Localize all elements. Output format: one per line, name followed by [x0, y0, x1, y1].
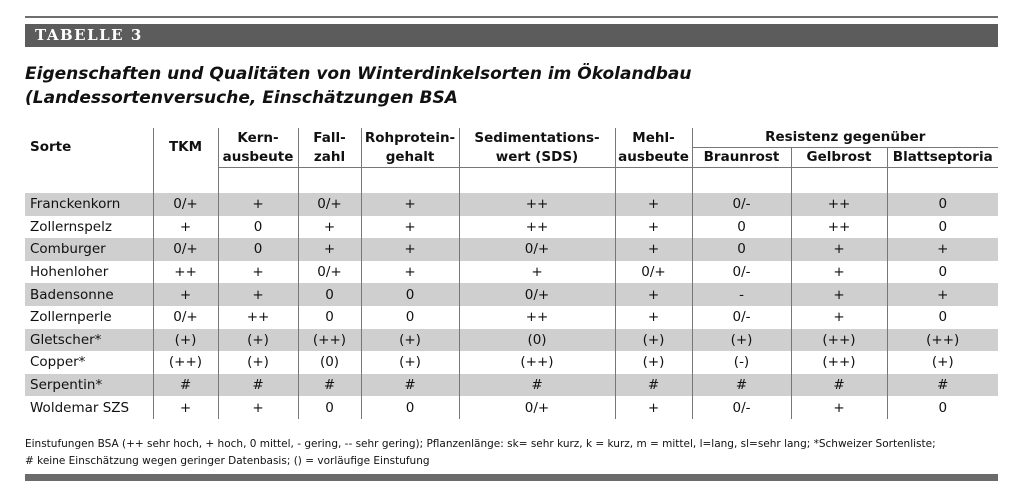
cell-fallzahl: 0/+ — [298, 261, 361, 284]
table-row — [25, 351, 998, 374]
cell-rohproteingehalt: + — [361, 216, 459, 239]
header-kern-2: ausbeute — [218, 148, 298, 168]
cell-gelbrost: ++ — [791, 193, 887, 216]
cell-blattseptoria: + — [887, 238, 998, 261]
cell-sedimentationswert: (0) — [459, 329, 615, 352]
table-row — [25, 396, 998, 419]
header-tkm: TKM — [153, 128, 218, 168]
cell-sedimentationswert: ++ — [459, 216, 615, 239]
cell-sorte: Serpentin* — [25, 374, 153, 397]
table-row — [25, 283, 998, 306]
cell-sedimentationswert: # — [459, 374, 615, 397]
cell-mehlausbeute: (+) — [615, 351, 692, 374]
cell-sorte: Woldemar SZS — [30, 399, 130, 416]
table-caption — [25, 62, 985, 110]
cell-rohproteingehalt: + — [361, 261, 459, 284]
header-mehl-1: Mehl- — [615, 128, 692, 148]
cell-rohproteingehalt: 0 — [361, 283, 459, 306]
cell-blattseptoria: + — [887, 283, 998, 306]
cell-kernausbeute: 0 — [218, 216, 298, 239]
cell-tkm: + — [153, 396, 218, 419]
cell-blattseptoria: 0 — [887, 396, 998, 419]
header-blattseptoria: Blattseptoria — [887, 148, 998, 168]
cell-gelbrost: + — [791, 238, 887, 261]
cell-fallzahl: + — [298, 238, 361, 261]
caption-line-1: Eigenschaften und Qualitäten von Winterdinkelsorten im Ökolandbau — [25, 64, 692, 84]
cell-kernausbeute: 0 — [218, 238, 298, 261]
table-row — [25, 238, 998, 261]
cell-sedimentationswert: ++ — [459, 306, 615, 329]
cell-fallzahl: 0/+ — [298, 193, 361, 216]
cell-sorte: Badensonne — [25, 283, 153, 306]
cell-fallzahl: (++) — [298, 329, 361, 352]
cell-kernausbeute: + — [218, 396, 298, 419]
header-row-1 — [25, 128, 998, 148]
cell-mehlausbeute: + — [615, 238, 692, 261]
cell-fallzahl: # — [298, 374, 361, 397]
cell-tkm: + — [153, 216, 218, 239]
cell-tkm: (+) — [153, 329, 218, 352]
table-row — [25, 216, 998, 239]
top-rule — [25, 16, 998, 18]
cell-rohproteingehalt: 0 — [361, 306, 459, 329]
cell-fallzahl: 0 — [298, 306, 361, 329]
cell-blattseptoria: 0 — [887, 261, 998, 284]
cell-fallzahl: (0) — [298, 351, 361, 374]
cell-braunrost: 0/- — [692, 261, 791, 284]
header-fall-1: Fall- — [298, 128, 361, 148]
cell-gelbrost: (++) — [791, 329, 887, 352]
cell-mehlausbeute: (+) — [615, 329, 692, 352]
cell-rohproteingehalt: (+) — [361, 329, 459, 352]
cell-sedimentationswert: ++ — [459, 193, 615, 216]
cell-tkm: # — [153, 374, 218, 397]
cell-fallzahl: + — [298, 216, 361, 239]
cell-gelbrost: (++) — [791, 351, 887, 374]
cell-braunrost: (+) — [692, 329, 791, 352]
header-mehl-2: ausbeute — [615, 148, 692, 168]
cell-sorte: Zollernperle — [30, 309, 112, 326]
cell-braunrost: 0 — [692, 238, 791, 261]
cell-sedimentationswert: (++) — [459, 351, 615, 374]
cell-tkm: 0/+ — [153, 306, 218, 329]
cell-sorte: Copper* — [30, 354, 86, 371]
cell-braunrost: 0 — [692, 216, 791, 239]
spacer-row — [25, 168, 998, 194]
cell-kernausbeute: ++ — [218, 306, 298, 329]
header-sediment-1: Sedimentations- — [459, 128, 615, 148]
cell-gelbrost: + — [791, 306, 887, 329]
header-rohprotein-2: gehalt — [361, 148, 459, 168]
header-gelbrost: Gelbrost — [791, 148, 887, 168]
cell-mehlausbeute: + — [615, 216, 692, 239]
cell-rohproteingehalt: + — [361, 238, 459, 261]
cell-braunrost: 0/- — [692, 306, 791, 329]
caption-line-2: (Landessortenversuche, Einschätzungen BSA — [25, 88, 458, 108]
cell-sedimentationswert: 0/+ — [459, 396, 615, 419]
footnote-line-1: Einstufungen BSA (++ sehr hoch, + hoch, 0 mittel, - gering, -- sehr gering); Pflanzenlänge: sk= sehr kurz, k = kurz, m = mittel, l=lang, sl=sehr lang; *Schweizer Sortenliste; — [25, 438, 936, 450]
table-row — [25, 261, 998, 284]
header-kern-1: Kern- — [218, 128, 298, 148]
table-row — [25, 306, 998, 329]
cell-sorte: Zollernspelz — [30, 218, 112, 235]
cell-blattseptoria: # — [887, 374, 998, 397]
cell-mehlausbeute: + — [615, 396, 692, 419]
header-sorte: Sorte — [30, 139, 72, 156]
cell-tkm: 0/+ — [153, 238, 218, 261]
cell-braunrost: - — [692, 283, 791, 306]
cell-sorte: Franckenkorn — [25, 193, 153, 216]
cell-blattseptoria: 0 — [887, 306, 998, 329]
header-fall-2: zahl — [298, 148, 361, 168]
cell-mehlausbeute: # — [615, 374, 692, 397]
cell-gelbrost: + — [791, 396, 887, 419]
cell-sedimentationswert: + — [459, 261, 615, 284]
header-sediment-2: wert (SDS) — [459, 148, 615, 168]
varieties-table — [25, 128, 998, 419]
cell-rohproteingehalt: 0 — [361, 396, 459, 419]
cell-tkm: 0/+ — [153, 193, 218, 216]
cell-sedimentationswert: 0/+ — [459, 283, 615, 306]
cell-kernausbeute: + — [218, 193, 298, 216]
cell-blattseptoria: (++) — [887, 329, 998, 352]
cell-tkm: (++) — [153, 351, 218, 374]
header-rohprotein-1: Rohprotein- — [361, 128, 459, 148]
cell-tkm: ++ — [153, 261, 218, 284]
bottom-rule — [25, 474, 998, 481]
header-braunrost: Braunrost — [692, 148, 791, 168]
cell-kernausbeute: # — [218, 374, 298, 397]
cell-braunrost: 0/- — [692, 396, 791, 419]
table-footnote — [25, 436, 998, 470]
cell-fallzahl: 0 — [298, 283, 361, 306]
cell-gelbrost: # — [791, 374, 887, 397]
table-label: TABELLE 3 — [35, 26, 143, 44]
cell-blattseptoria: 0 — [887, 193, 998, 216]
cell-kernausbeute: (+) — [218, 329, 298, 352]
cell-tkm: + — [153, 283, 218, 306]
cell-gelbrost: ++ — [791, 216, 887, 239]
table-row — [25, 193, 998, 216]
footnote-line-2: # keine Einschätzung wegen geringer Datenbasis; () = vorläufige Einstufung — [25, 455, 430, 467]
cell-sorte: Hohenloher — [30, 264, 109, 281]
cell-sorte: Gletscher* — [25, 329, 153, 352]
cell-gelbrost: + — [791, 261, 887, 284]
cell-mehlausbeute: 0/+ — [615, 261, 692, 284]
cell-blattseptoria: 0 — [887, 216, 998, 239]
cell-rohproteingehalt: # — [361, 374, 459, 397]
cell-mehlausbeute: + — [615, 193, 692, 216]
table-label-banner — [25, 24, 998, 47]
cell-sorte: Comburger — [25, 238, 153, 261]
cell-braunrost: (-) — [692, 351, 791, 374]
cell-kernausbeute: + — [218, 283, 298, 306]
cell-braunrost: # — [692, 374, 791, 397]
table-row — [25, 329, 998, 352]
header-resistenz: Resistenz gegenüber — [692, 128, 998, 148]
table-row — [25, 374, 998, 397]
cell-rohproteingehalt: + — [361, 193, 459, 216]
cell-braunrost: 0/- — [692, 193, 791, 216]
cell-kernausbeute: (+) — [218, 351, 298, 374]
cell-gelbrost: + — [791, 283, 887, 306]
cell-sedimentationswert: 0/+ — [459, 238, 615, 261]
cell-kernausbeute: + — [218, 261, 298, 284]
cell-mehlausbeute: + — [615, 283, 692, 306]
cell-mehlausbeute: + — [615, 306, 692, 329]
cell-rohproteingehalt: (+) — [361, 351, 459, 374]
cell-fallzahl: 0 — [298, 396, 361, 419]
cell-blattseptoria: (+) — [887, 351, 998, 374]
